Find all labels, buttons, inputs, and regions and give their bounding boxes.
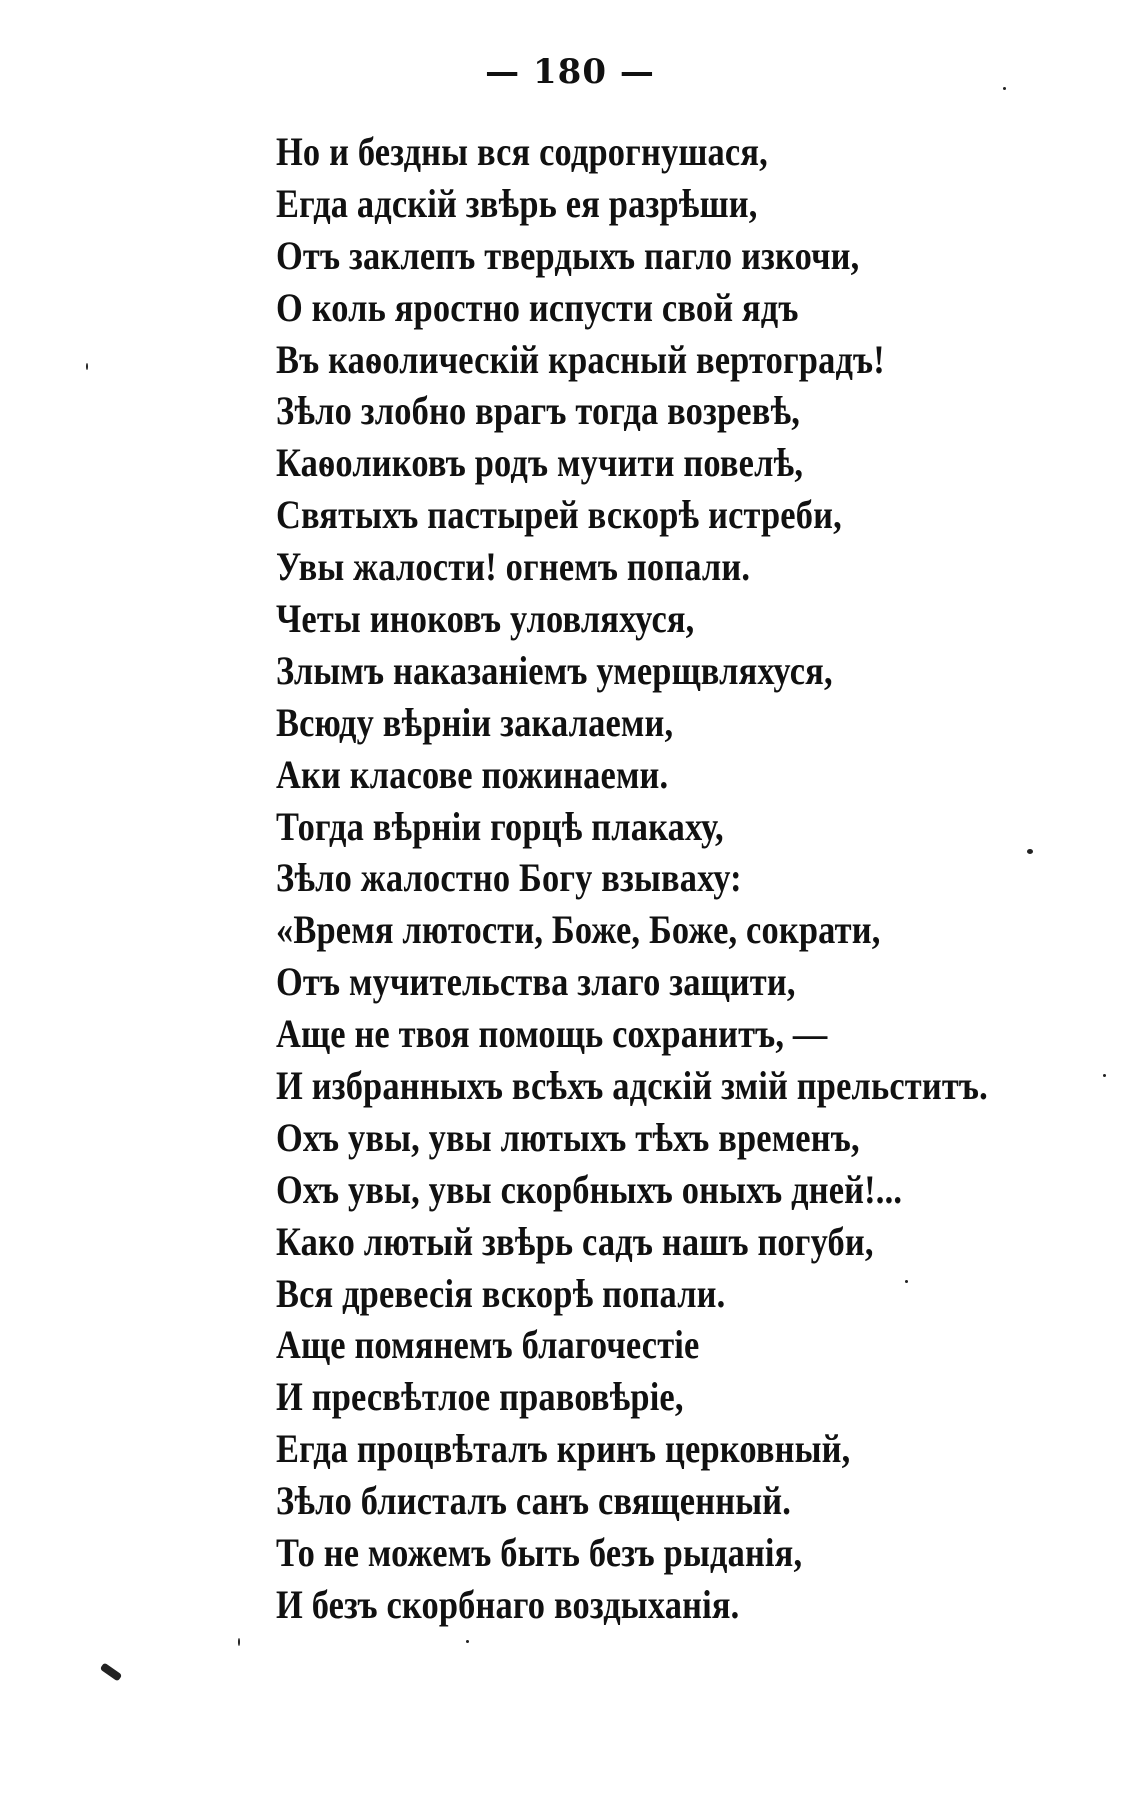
poem-line: Охъ увы, увы скорбныхъ оныхъ дней!... <box>276 1166 903 1212</box>
poem-line: И избранныхъ всѣхъ адскій змій прельститъ. <box>276 1063 988 1109</box>
poem-line: Како лютый звѣрь садъ нашъ погуби, <box>276 1218 874 1264</box>
poem-line: Отъ мучительства злаго защити, <box>276 959 796 1005</box>
poem-line: Святыхъ пастырей вскорѣ истреби, <box>276 492 842 538</box>
poem-line: Зѣло жалостно Богу взываху: <box>276 855 742 901</box>
poem-line: То не можемъ быть безъ рыданія, <box>276 1530 803 1576</box>
poem-line: О коль яростно испусти свой ядъ <box>276 284 799 330</box>
poem-line: Охъ увы, увы лютыхъ тѣхъ временъ, <box>276 1114 860 1160</box>
poem-text <box>276 126 1096 1631</box>
scan-speck <box>905 1280 908 1283</box>
poem-line: Аще помянемъ благочестіе <box>276 1322 700 1368</box>
poem-line: Аки класове пожинаеми. <box>276 751 669 797</box>
scan-speck <box>1003 87 1006 90</box>
poem-line: Но и бездны вся содрогнушася, <box>276 129 768 174</box>
poem-line: Зѣло блисталъ санъ священный. <box>276 1478 791 1524</box>
scan-speck <box>100 1662 123 1681</box>
page-number: — 180 — <box>485 52 655 92</box>
poem-line: «Время лютости, Боже, Боже, сократи, <box>276 907 881 953</box>
poem-line: Зѣло злобно врагъ тогда возревѣ, <box>276 388 801 434</box>
scan-speck <box>1027 849 1033 854</box>
poem-line: Егда адскій звѣрь ея разрѣши, <box>276 180 758 226</box>
poem-line: Егда процвѣталъ кринъ церковный, <box>276 1426 851 1472</box>
scan-speck <box>86 363 88 370</box>
poem-line: И пресвѣтлое правовѣріе, <box>276 1374 684 1420</box>
poem-line: Злымъ наказаніемъ умерщвляхуся, <box>276 647 833 693</box>
scan-speck <box>238 1638 240 1646</box>
poem-line: Каѳоликовъ родъ мучити повелѣ, <box>276 440 804 486</box>
poem-line: Увы жалости! огнемъ попали. <box>276 544 751 590</box>
poem-line: Четы иноковъ уловляхуся, <box>276 596 695 642</box>
scan-speck <box>1103 1074 1106 1077</box>
poem-line: Отъ заклепъ твердыхъ пагло изкочи, <box>276 232 860 278</box>
poem-line: Аще не твоя помощь сохранитъ, — <box>276 1011 828 1057</box>
poem-line: И безъ скорбнаго воздыханія. <box>276 1581 740 1627</box>
scan-speck <box>466 1640 469 1643</box>
poem-line: Вся древесія вскорѣ попали. <box>276 1270 726 1316</box>
poem-line: Тогда вѣрніи горцѣ плакаху, <box>276 803 724 849</box>
poem-line: Въ каѳолическій красный вертоградъ! <box>276 336 885 382</box>
poem-line: Всюду вѣрніи закалаеми, <box>276 699 674 745</box>
